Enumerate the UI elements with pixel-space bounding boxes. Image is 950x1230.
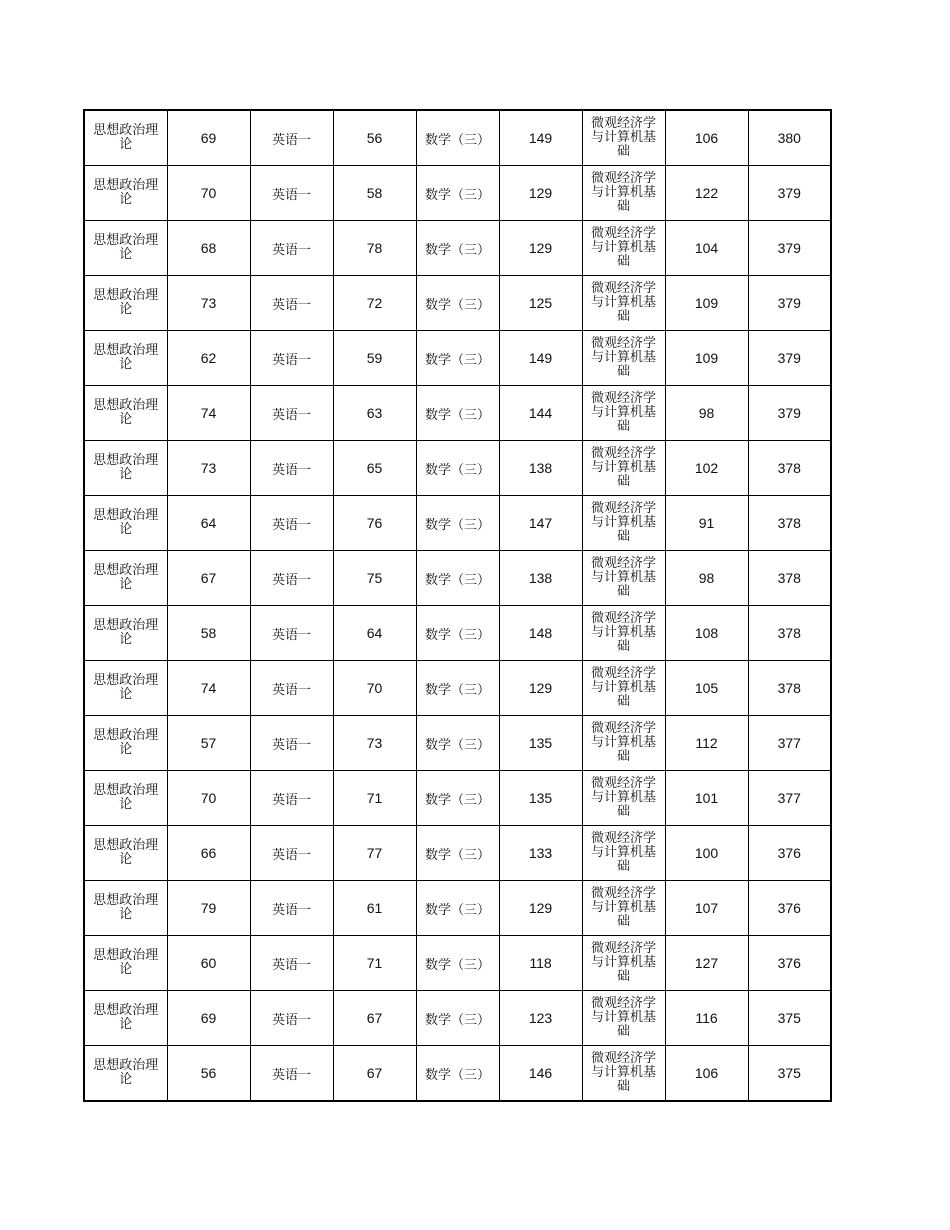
total-score-cell: 376 <box>748 826 831 881</box>
foreign-language-cell: 英语一 <box>250 771 333 826</box>
total-score-cell: 378 <box>748 496 831 551</box>
total-score-cell: 379 <box>748 166 831 221</box>
table-row <box>84 166 831 221</box>
major-subject-cell: 微观经济学与计算机基础 <box>582 221 665 276</box>
major-subject-cell: 微观经济学与计算机基础 <box>582 110 665 166</box>
major-score-cell: 127 <box>665 936 748 991</box>
math-subject-cell: 数学（三） <box>416 551 499 606</box>
math-score-cell: 129 <box>499 166 582 221</box>
politics-score-cell: 70 <box>167 771 250 826</box>
math-subject-cell: 数学（三） <box>416 496 499 551</box>
politics-subject-cell: 思想政治理论 <box>84 221 167 276</box>
total-score-cell: 375 <box>748 1046 831 1102</box>
math-subject-cell: 数学（三） <box>416 936 499 991</box>
major-subject-cell: 微观经济学与计算机基础 <box>582 331 665 386</box>
politics-subject-cell: 思想政治理论 <box>84 881 167 936</box>
foreign-language-cell: 英语一 <box>250 1046 333 1102</box>
math-score-cell: 123 <box>499 991 582 1046</box>
foreign-language-cell: 英语一 <box>250 991 333 1046</box>
politics-score-cell: 73 <box>167 276 250 331</box>
table-row <box>84 826 831 881</box>
math-score-cell: 138 <box>499 551 582 606</box>
major-subject-cell: 微观经济学与计算机基础 <box>582 826 665 881</box>
foreign-language-score-cell: 75 <box>333 551 416 606</box>
table-row <box>84 331 831 386</box>
major-score-cell: 106 <box>665 110 748 166</box>
major-subject-cell: 微观经济学与计算机基础 <box>582 716 665 771</box>
major-score-cell: 108 <box>665 606 748 661</box>
politics-score-cell: 73 <box>167 441 250 496</box>
politics-subject-cell: 思想政治理论 <box>84 331 167 386</box>
major-subject-cell: 微观经济学与计算机基础 <box>582 991 665 1046</box>
politics-score-cell: 74 <box>167 661 250 716</box>
foreign-language-cell: 英语一 <box>250 276 333 331</box>
total-score-cell: 379 <box>748 331 831 386</box>
total-score-cell: 379 <box>748 386 831 441</box>
politics-subject-cell: 思想政治理论 <box>84 276 167 331</box>
foreign-language-cell: 英语一 <box>250 166 333 221</box>
score-table <box>83 109 832 1102</box>
politics-score-cell: 56 <box>167 1046 250 1102</box>
table-row <box>84 716 831 771</box>
math-subject-cell: 数学（三） <box>416 661 499 716</box>
politics-score-cell: 64 <box>167 496 250 551</box>
total-score-cell: 375 <box>748 991 831 1046</box>
total-score-cell: 376 <box>748 881 831 936</box>
foreign-language-cell: 英语一 <box>250 331 333 386</box>
table-row <box>84 771 831 826</box>
politics-subject-cell: 思想政治理论 <box>84 606 167 661</box>
math-score-cell: 148 <box>499 606 582 661</box>
math-score-cell: 129 <box>499 221 582 276</box>
foreign-language-cell: 英语一 <box>250 551 333 606</box>
major-subject-cell: 微观经济学与计算机基础 <box>582 936 665 991</box>
politics-subject-cell: 思想政治理论 <box>84 716 167 771</box>
major-score-cell: 107 <box>665 881 748 936</box>
table-row <box>84 936 831 991</box>
foreign-language-score-cell: 63 <box>333 386 416 441</box>
major-score-cell: 101 <box>665 771 748 826</box>
foreign-language-cell: 英语一 <box>250 661 333 716</box>
math-subject-cell: 数学（三） <box>416 606 499 661</box>
politics-score-cell: 60 <box>167 936 250 991</box>
foreign-language-score-cell: 67 <box>333 1046 416 1102</box>
table-row <box>84 276 831 331</box>
math-subject-cell: 数学（三） <box>416 1046 499 1102</box>
total-score-cell: 378 <box>748 441 831 496</box>
foreign-language-cell: 英语一 <box>250 881 333 936</box>
politics-score-cell: 69 <box>167 110 250 166</box>
table-row <box>84 1046 831 1102</box>
math-subject-cell: 数学（三） <box>416 276 499 331</box>
math-subject-cell: 数学（三） <box>416 441 499 496</box>
major-subject-cell: 微观经济学与计算机基础 <box>582 441 665 496</box>
foreign-language-cell: 英语一 <box>250 716 333 771</box>
politics-subject-cell: 思想政治理论 <box>84 110 167 166</box>
politics-score-cell: 67 <box>167 551 250 606</box>
politics-subject-cell: 思想政治理论 <box>84 1046 167 1102</box>
foreign-language-score-cell: 56 <box>333 110 416 166</box>
major-score-cell: 102 <box>665 441 748 496</box>
table-row <box>84 221 831 276</box>
math-subject-cell: 数学（三） <box>416 826 499 881</box>
major-score-cell: 91 <box>665 496 748 551</box>
table-row <box>84 551 831 606</box>
math-score-cell: 129 <box>499 661 582 716</box>
table-row <box>84 991 831 1046</box>
politics-subject-cell: 思想政治理论 <box>84 441 167 496</box>
math-subject-cell: 数学（三） <box>416 386 499 441</box>
table-row <box>84 606 831 661</box>
foreign-language-cell: 英语一 <box>250 441 333 496</box>
foreign-language-score-cell: 70 <box>333 661 416 716</box>
score-table-body <box>84 110 831 1101</box>
total-score-cell: 379 <box>748 221 831 276</box>
politics-score-cell: 74 <box>167 386 250 441</box>
foreign-language-cell: 英语一 <box>250 826 333 881</box>
major-subject-cell: 微观经济学与计算机基础 <box>582 276 665 331</box>
foreign-language-cell: 英语一 <box>250 936 333 991</box>
major-subject-cell: 微观经济学与计算机基础 <box>582 551 665 606</box>
math-score-cell: 144 <box>499 386 582 441</box>
foreign-language-score-cell: 61 <box>333 881 416 936</box>
math-subject-cell: 数学（三） <box>416 771 499 826</box>
math-score-cell: 129 <box>499 881 582 936</box>
math-score-cell: 138 <box>499 441 582 496</box>
foreign-language-score-cell: 71 <box>333 771 416 826</box>
foreign-language-cell: 英语一 <box>250 496 333 551</box>
math-subject-cell: 数学（三） <box>416 716 499 771</box>
major-subject-cell: 微观经济学与计算机基础 <box>582 1046 665 1102</box>
math-score-cell: 147 <box>499 496 582 551</box>
table-row <box>84 386 831 441</box>
major-score-cell: 98 <box>665 386 748 441</box>
foreign-language-cell: 英语一 <box>250 606 333 661</box>
total-score-cell: 380 <box>748 110 831 166</box>
math-score-cell: 118 <box>499 936 582 991</box>
major-score-cell: 109 <box>665 331 748 386</box>
total-score-cell: 377 <box>748 716 831 771</box>
math-score-cell: 133 <box>499 826 582 881</box>
major-subject-cell: 微观经济学与计算机基础 <box>582 386 665 441</box>
total-score-cell: 378 <box>748 606 831 661</box>
politics-score-cell: 62 <box>167 331 250 386</box>
politics-score-cell: 57 <box>167 716 250 771</box>
math-score-cell: 125 <box>499 276 582 331</box>
politics-score-cell: 58 <box>167 606 250 661</box>
total-score-cell: 377 <box>748 771 831 826</box>
foreign-language-score-cell: 65 <box>333 441 416 496</box>
politics-score-cell: 68 <box>167 221 250 276</box>
table-row <box>84 441 831 496</box>
math-score-cell: 146 <box>499 1046 582 1102</box>
total-score-cell: 376 <box>748 936 831 991</box>
table-row <box>84 496 831 551</box>
total-score-cell: 379 <box>748 276 831 331</box>
politics-subject-cell: 思想政治理论 <box>84 386 167 441</box>
foreign-language-score-cell: 67 <box>333 991 416 1046</box>
major-subject-cell: 微观经济学与计算机基础 <box>582 771 665 826</box>
foreign-language-score-cell: 58 <box>333 166 416 221</box>
politics-subject-cell: 思想政治理论 <box>84 936 167 991</box>
foreign-language-score-cell: 64 <box>333 606 416 661</box>
major-score-cell: 112 <box>665 716 748 771</box>
foreign-language-score-cell: 72 <box>333 276 416 331</box>
math-score-cell: 149 <box>499 331 582 386</box>
math-score-cell: 135 <box>499 771 582 826</box>
foreign-language-score-cell: 78 <box>333 221 416 276</box>
math-subject-cell: 数学（三） <box>416 110 499 166</box>
major-score-cell: 105 <box>665 661 748 716</box>
foreign-language-score-cell: 73 <box>333 716 416 771</box>
politics-score-cell: 70 <box>167 166 250 221</box>
table-row <box>84 881 831 936</box>
major-score-cell: 104 <box>665 221 748 276</box>
math-subject-cell: 数学（三） <box>416 881 499 936</box>
politics-score-cell: 69 <box>167 991 250 1046</box>
major-subject-cell: 微观经济学与计算机基础 <box>582 661 665 716</box>
table-row <box>84 661 831 716</box>
politics-subject-cell: 思想政治理论 <box>84 771 167 826</box>
foreign-language-cell: 英语一 <box>250 386 333 441</box>
major-subject-cell: 微观经济学与计算机基础 <box>582 496 665 551</box>
major-score-cell: 122 <box>665 166 748 221</box>
politics-subject-cell: 思想政治理论 <box>84 991 167 1046</box>
major-score-cell: 109 <box>665 276 748 331</box>
math-score-cell: 135 <box>499 716 582 771</box>
major-subject-cell: 微观经济学与计算机基础 <box>582 881 665 936</box>
politics-subject-cell: 思想政治理论 <box>84 826 167 881</box>
foreign-language-score-cell: 71 <box>333 936 416 991</box>
politics-subject-cell: 思想政治理论 <box>84 166 167 221</box>
politics-subject-cell: 思想政治理论 <box>84 496 167 551</box>
math-subject-cell: 数学（三） <box>416 221 499 276</box>
major-score-cell: 100 <box>665 826 748 881</box>
major-score-cell: 116 <box>665 991 748 1046</box>
math-subject-cell: 数学（三） <box>416 331 499 386</box>
politics-subject-cell: 思想政治理论 <box>84 551 167 606</box>
table-row <box>84 110 831 166</box>
math-score-cell: 149 <box>499 110 582 166</box>
foreign-language-score-cell: 77 <box>333 826 416 881</box>
major-score-cell: 98 <box>665 551 748 606</box>
math-subject-cell: 数学（三） <box>416 166 499 221</box>
total-score-cell: 378 <box>748 661 831 716</box>
foreign-language-cell: 英语一 <box>250 221 333 276</box>
math-subject-cell: 数学（三） <box>416 991 499 1046</box>
politics-score-cell: 79 <box>167 881 250 936</box>
politics-score-cell: 66 <box>167 826 250 881</box>
total-score-cell: 378 <box>748 551 831 606</box>
foreign-language-score-cell: 76 <box>333 496 416 551</box>
major-subject-cell: 微观经济学与计算机基础 <box>582 606 665 661</box>
major-score-cell: 106 <box>665 1046 748 1102</box>
foreign-language-cell: 英语一 <box>250 110 333 166</box>
major-subject-cell: 微观经济学与计算机基础 <box>582 166 665 221</box>
foreign-language-score-cell: 59 <box>333 331 416 386</box>
politics-subject-cell: 思想政治理论 <box>84 661 167 716</box>
